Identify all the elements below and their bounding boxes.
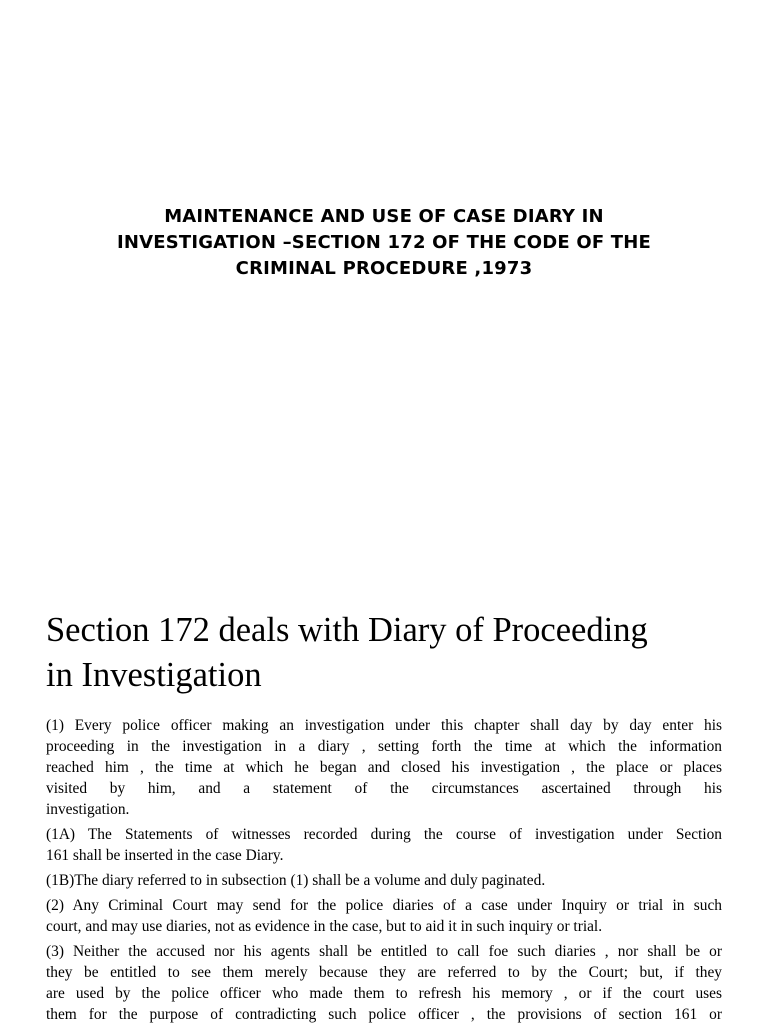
section-heading	[46, 608, 746, 698]
provision-line: investigation.	[46, 801, 130, 818]
section-heading-line: Section 172 deals with Diary of Proceeding	[46, 611, 648, 649]
provision-1b	[46, 870, 722, 891]
provision-line: them for the purpose of contradicting such police officer , the provisions of section 161 or	[46, 1006, 722, 1023]
provision-line: court, and may use diaries, not as evidence in the case, but to aid it in such inquiry or trial.	[46, 918, 603, 935]
provision-line: are used by the police officer who made them to refresh his memory , or if the court uses	[46, 985, 722, 1002]
provision-1	[46, 715, 722, 820]
provision-line: reached him , the time at which he began and closed his investigation , the place or places	[46, 759, 722, 776]
provision-line: (3) Neither the accused nor his agents shall be entitled to call foe such diaries , nor shall be or	[46, 943, 722, 960]
provision-line: (1) Every police officer making an investigation under this chapter shall day by day enter his	[46, 717, 722, 734]
slide-title-line: CRIMINAL PROCEDURE ,1973	[235, 258, 533, 279]
slide-title-line: MAINTENANCE AND USE OF CASE DIARY IN	[164, 206, 604, 227]
provision-line: 161 shall be inserted in the case Diary.	[46, 847, 284, 864]
provisions-list	[46, 715, 722, 1029]
provision-line: (1A) The Statements of witnesses recorded during the course of investigation under Section	[46, 826, 722, 843]
provision-1a	[46, 824, 722, 866]
provision-line: (2) Any Criminal Court may send for the police diaries of a case under Inquiry or trial in such	[46, 897, 722, 914]
slide-title	[40, 204, 728, 282]
provision-line: proceeding in the investigation in a diary , setting forth the time at which the information	[46, 738, 722, 755]
provision-3	[46, 941, 722, 1025]
provision-line: they be entitled to see them merely because they are referred to by the Court; but, if they	[46, 964, 722, 981]
slide-title-line: INVESTIGATION –SECTION 172 OF THE CODE OF THE	[116, 232, 652, 253]
provision-line: visited by him, and a statement of the circumstances ascertained through his	[46, 780, 722, 797]
provision-2	[46, 895, 722, 937]
section-heading-line: in Investigation	[46, 656, 262, 694]
provision-line: (1B)The diary referred to in subsection (1) shall be a volume and duly paginated.	[46, 872, 546, 889]
